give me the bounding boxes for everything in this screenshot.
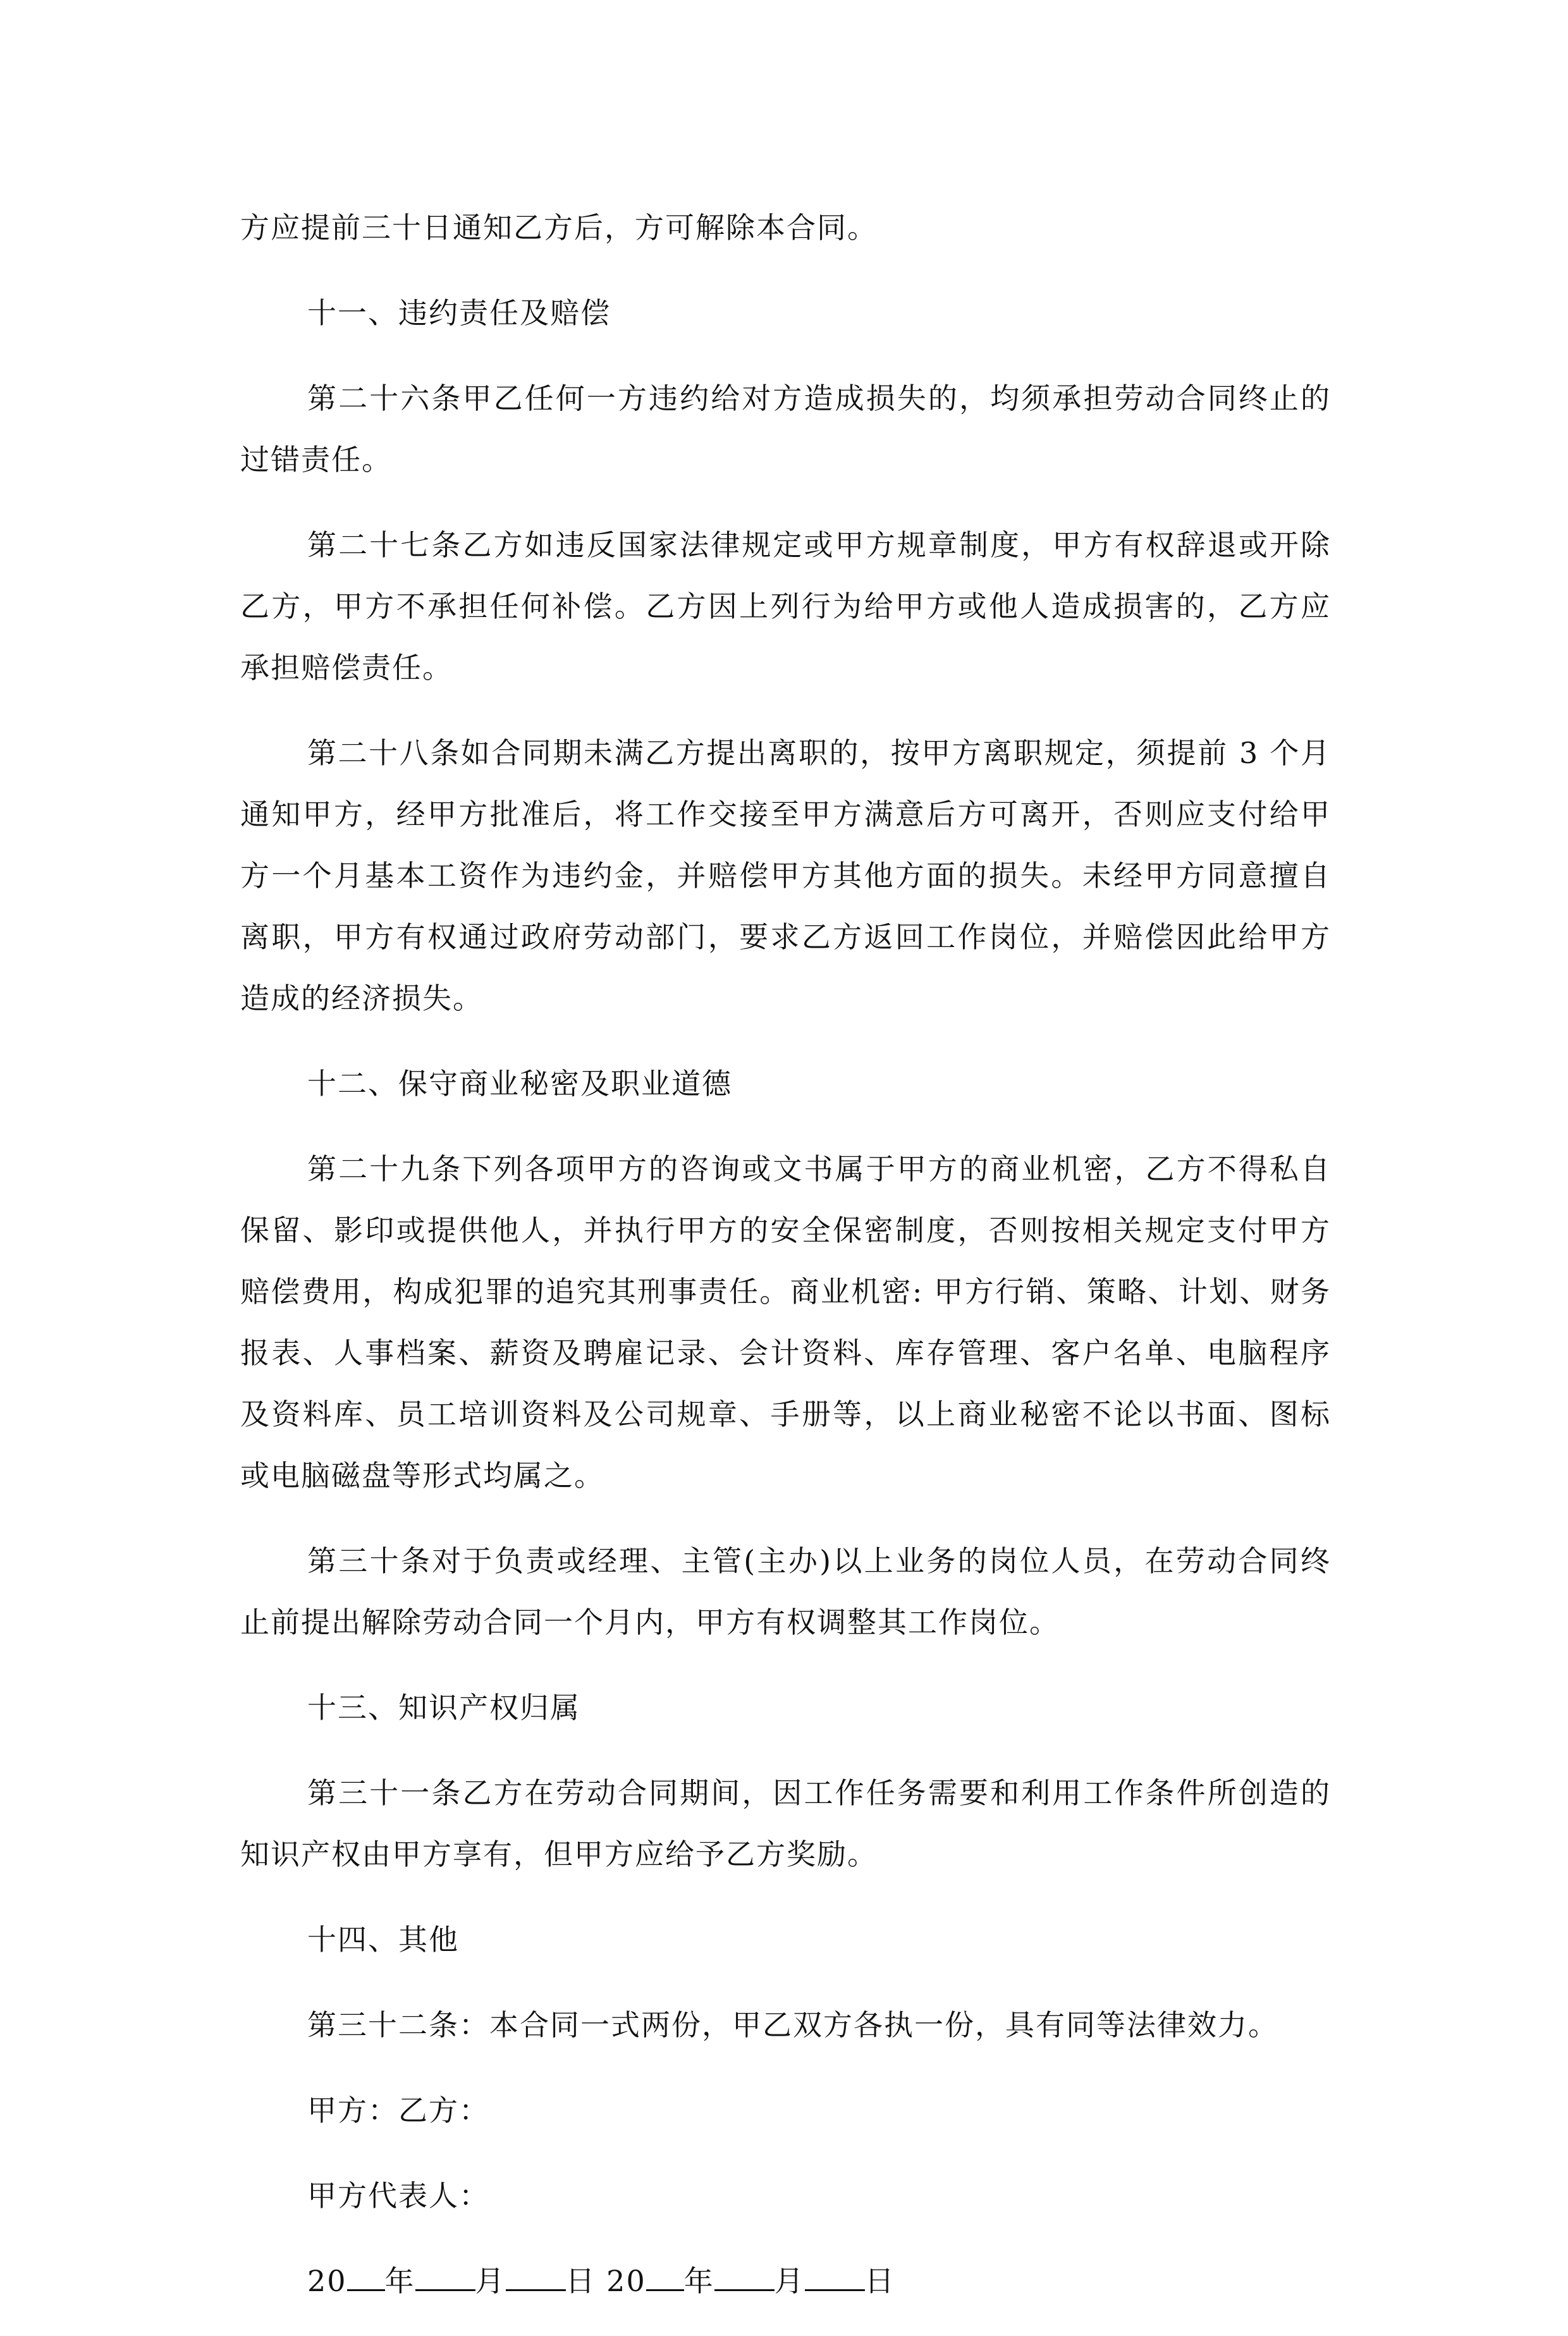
day-char-1: 日 [565,2264,596,2298]
date-prefix-1: 20 [307,2264,347,2298]
date-line [240,2251,1331,2312]
section-heading-11: 十一、违约责任及赔偿 [307,296,611,330]
month-char-1: 月 [475,2264,506,2298]
representative-line: 甲方代表人： [307,2179,489,2213]
article-31: 第三十一条乙方在劳动合同期间，因工作任务需要和利用工作条件所创造的知识产权由甲方享有，但甲方应给予乙方奖励。 [240,1776,1331,1871]
article-27: 第二十七条乙方如违反国家法律规定或甲方规章制度，甲方有权辞退或开除乙方，甲方不承担任何补偿。乙方因上列行为给甲方或他人造成损害的，乙方应承担赔偿责任。 [240,528,1331,685]
paragraph-continuation: 方应提前三十日通知乙方后，方可解除本合同。 [240,211,878,245]
article-28: 第二十八条如合同期未满乙方提出离职的，按甲方离职规定，须提前 3 个月通知甲方，经甲方批准后，将工作交接至甲方满意后方可离开，否则应支付给甲方一个月基本工资作为违约金，并赔偿甲方其他方面的损失。未经甲方同意擅自离职，甲方有权通过政府劳动部门，要求乙方返回工作岗位，并赔偿因此给甲方造成的经济损失。 [240,736,1331,1015]
day-blank-2[interactable] [805,2258,865,2291]
year-char-1: 年 [384,2264,415,2298]
article-32: 第三十二条：本合同一式两份，甲乙双方各执一份，具有同等法律效力。 [307,2008,1278,2042]
section-heading-12: 十二、保守商业秘密及职业道德 [307,1067,732,1101]
article-26: 第二十六条甲乙任何一方违约给对方造成损失的，均须承担劳动合同终止的过错责任。 [240,381,1331,477]
month-blank-1[interactable] [415,2258,475,2291]
year-blank-1[interactable] [347,2258,385,2291]
day-blank-1[interactable] [506,2258,566,2291]
party-signature-line: 甲方：乙方： [307,2093,489,2127]
month-blank-2[interactable] [714,2258,775,2291]
section-heading-13: 十三、知识产权归属 [307,1691,580,1725]
section-heading-14: 十四、其他 [307,1923,459,1957]
article-29: 第二十九条下列各项甲方的咨询或文书属于甲方的商业机密，乙方不得私自保留、影印或提供他人，并执行甲方的安全保密制度，否则按相关规定支付甲方赔偿费用，构成犯罪的追究其刑事责任。商业机密: 甲方行销、策略、计划、财务报表、人事档案、薪资及聘雇记录、会计资料、库存管理、客户名单、电脑程序及资料库、员工培训资料及公司规章、手册等，以上商业秘密不论以书面、图标或电脑磁盘等形式均属之。 [240,1152,1331,1493]
article-30: 第三十条对于负责或经理、主管(主办)以上业务的岗位人员，在劳动合同终止前提出解除劳动合同一个月内，甲方有权调整其工作岗位。 [240,1544,1331,1639]
month-char-2: 月 [774,2264,805,2298]
year-char-2: 年 [683,2264,714,2298]
document-page [240,197,1331,2336]
date-prefix-2: 20 [606,2264,646,2298]
year-blank-2[interactable] [646,2258,684,2291]
day-char-2: 日 [864,2264,895,2298]
